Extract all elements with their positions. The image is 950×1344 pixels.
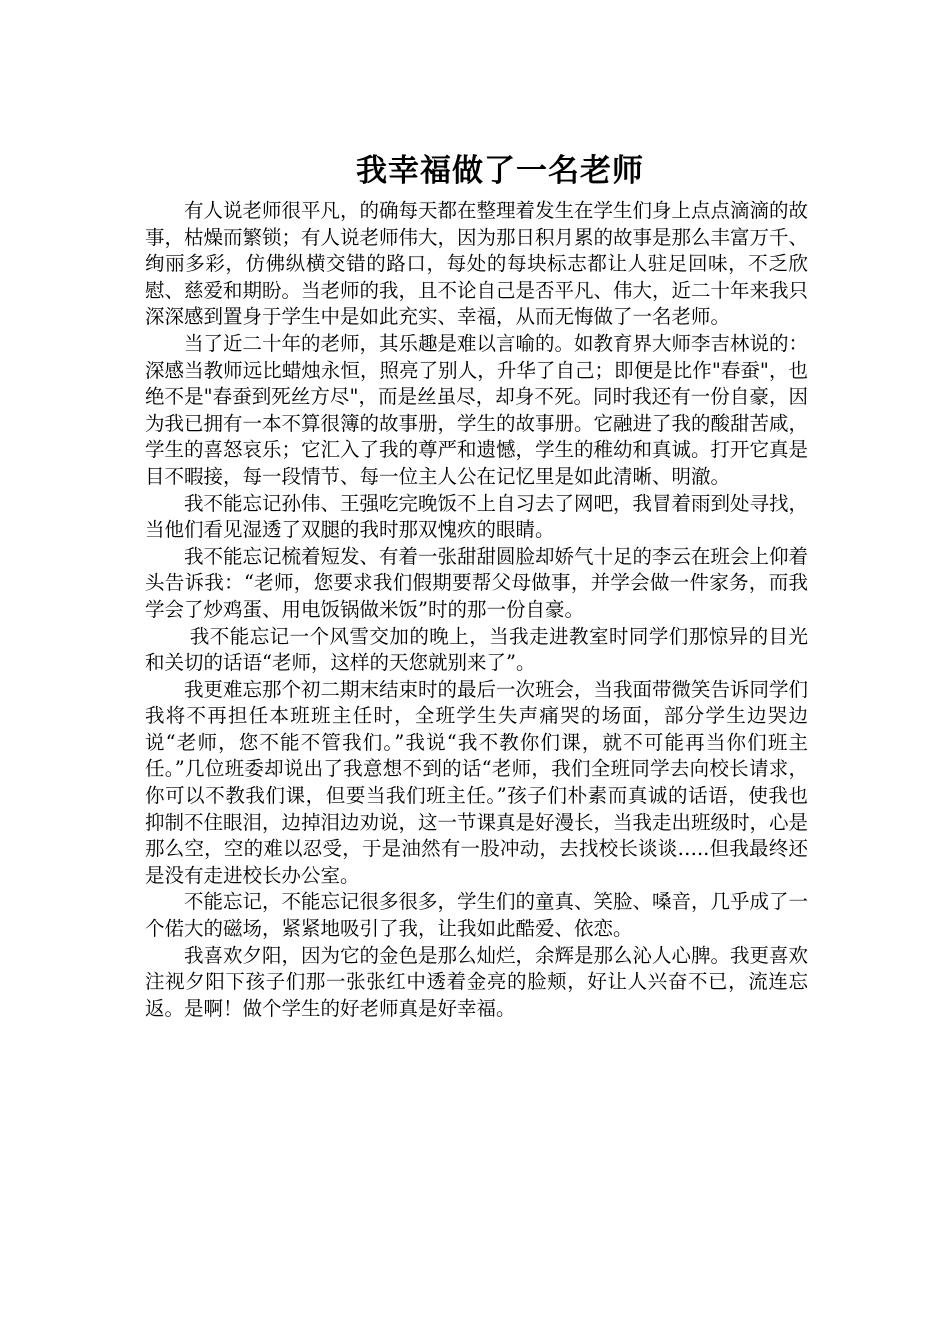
paragraph-2: 当了近二十年的老师，其乐趣是难以言喻的。如教育界大师李吉林说的：深感当教师远比蜡烛永恒，照亮了别人，升华了自己；即便是比作"春蚕"，也绝不是"春蚕到死丝方尽"，而是丝虽尽，却身不死。同时我还有一份自豪，因为我已拥有一本不算很簿的故事册，学生的故事册。它融进了我的酸甜苦咸，学生的喜怒哀乐；它汇入了我的尊严和遗憾，学生的稚幼和真诚。打开它真是目不暇接，每一段情节、每一位主人公在记忆里是如此清晰、明澈。 <box>145 331 809 488</box>
paragraph-1: 有人说老师很平凡，的确每天都在整理着发生在学生们身上点点滴滴的故事，枯燥而繁锁；有人说老师伟大，因为那日积月累的故事是那么丰富万千、绚丽多彩，仿佛纵横交错的路口，每处的每块标志都让人驻足回味，不乏欣慰、慈爱和期盼。当老师的我，且不论自己是否平凡、伟大，近二十年来我只深深感到置身于学生中是如此充实、幸福，从而无悔做了一名老师。 <box>145 199 809 329</box>
paragraph-8: 我喜欢夕阳，因为它的金色是那么灿烂，余辉是那么沁人心脾。我更喜欢注视夕阳下孩子们那一张张红中透着金亮的脸颊，好让人兴奋不已，流连忘返。是啊！做个学生的好老师真是好幸福。 <box>145 943 809 1020</box>
paragraph-7: 不能忘记，不能忘记很多很多，学生们的童真、笑脸、嗓音，几乎成了一个偌大的磁场，紧紧地吸引了我，让我如此酷爱、依恋。 <box>145 890 809 941</box>
paragraph-5: 我不能忘记一个风雪交加的晚上，当我走进教室时同学们那惊异的目光和关切的话语“老师，这样的天您就别来了”。 <box>145 624 808 675</box>
document-body <box>145 198 808 1022</box>
paragraph-6: 我更难忘那个初二期末结束时的最后一次班会，当我面带微笑告诉同学们我将不再担任本班班主任时，全班学生失声痛哭的场面，部分学生边哭边说“老师，您不能不管我们。”我说“我不教你们课，就不可能再当你们班主任。”几位班委却说出了我意想不到的话“老师，我们全班同学去向校长请求，你可以不教我们课，但要当我们班主任。”孩子们朴素而真诚的话语，使我也抑制不住眼泪，边掉泪边劝说，这一节课真是好漫长，当我走出班级时，心是那么空，空的难以忍受，于是油然有一股冲动，去找校长谈谈…..但我最终还是没有走进校长办公室。 <box>145 677 809 887</box>
paragraph-3: 我不能忘记孙伟、王强吃完晚饭不上自习去了网吧，我冒着雨到处寻找，当他们看见湿透了双腿的我时那双愧疚的眼睛。 <box>145 491 809 542</box>
document-title: 我幸福做了一名老师 <box>356 152 644 189</box>
paragraph-4: 我不能忘记梳着短发、有着一张甜甜圆脸却娇气十足的李云在班会上仰着头告诉我：“老师，您要求我们假期要帮父母做事，并学会做一件家务，而我学会了炒鸡蛋、用电饭锅做米饭”时的那一份自豪。 <box>145 544 809 621</box>
